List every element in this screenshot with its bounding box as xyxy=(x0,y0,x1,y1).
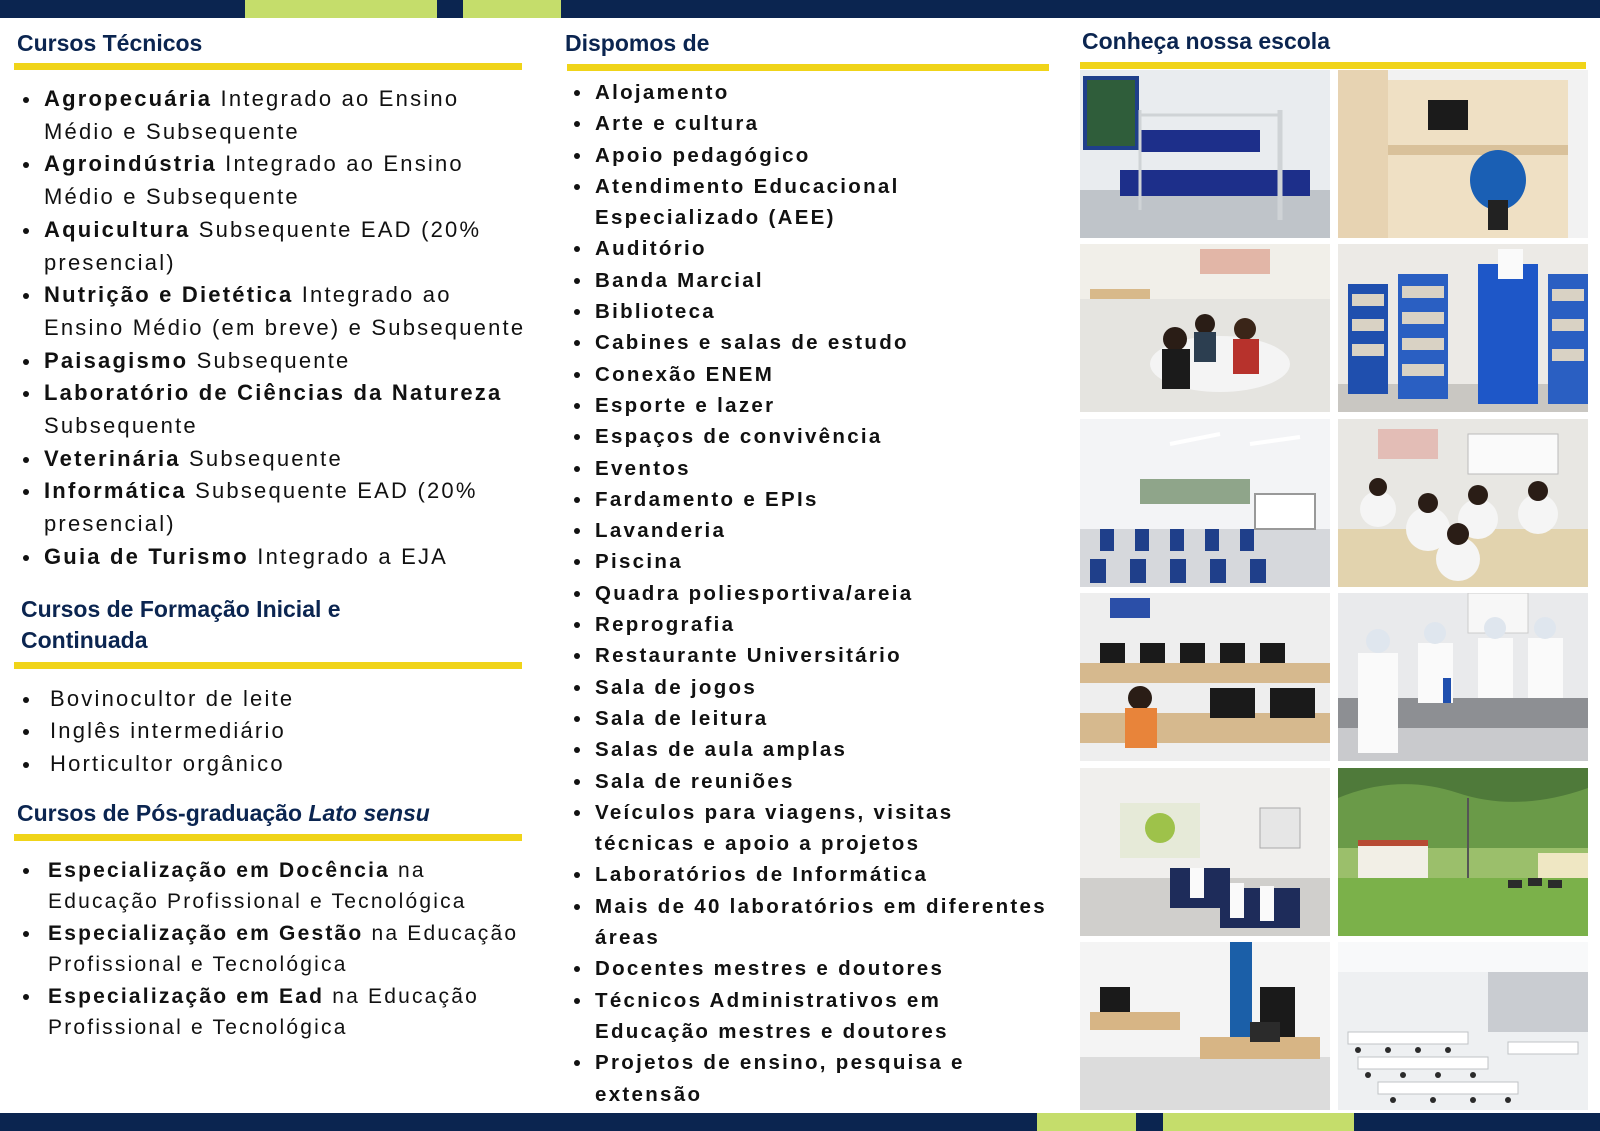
bottom-accent-2 xyxy=(1163,1113,1354,1131)
list-item: Informática Subsequente EAD (20% presencial) xyxy=(14,475,534,540)
postgrad-title-italic: Lato sensu xyxy=(308,799,430,826)
list-item: Laboratórios de Informática xyxy=(565,859,1049,890)
fic-list xyxy=(14,683,534,781)
list-item: Aquicultura Subsequente EAD (20% presencial) xyxy=(14,214,534,279)
list-item: Inglês intermediário xyxy=(14,715,534,748)
list-item: Nutrição e Dietética Integrado ao Ensino Médio (em breve) e Subsequente xyxy=(14,279,534,344)
list-item: Lavanderia xyxy=(565,515,1049,546)
courses-column xyxy=(14,18,534,1044)
list-item: Biblioteca xyxy=(565,296,1049,327)
list-item: Veículos para viagens, visitas técnicas e apoio a projetos xyxy=(565,797,1049,860)
list-item: Veterinária Subsequente xyxy=(14,443,534,476)
dormitory-photo xyxy=(1080,70,1330,238)
event-hall-photo xyxy=(1080,768,1330,936)
office-photo xyxy=(1080,942,1330,1110)
postgrad-title-text: Cursos de Pós-graduação xyxy=(17,799,309,826)
list-item: Atendimento Educacional Especializado (AEE) xyxy=(565,171,1049,234)
list-item: Restaurante Universitário xyxy=(565,640,1049,671)
technical-rule xyxy=(14,63,522,70)
list-item: Espaços de convivência xyxy=(565,421,1049,452)
list-item: Especialização em Gestão na Educação Profissional e Tecnológica xyxy=(14,918,534,981)
technical-list xyxy=(14,83,534,574)
top-accent-2 xyxy=(463,0,561,18)
facilities-column xyxy=(565,18,1049,1110)
dining-hall-photo xyxy=(1338,942,1588,1110)
list-item: Banda Marcial xyxy=(565,265,1049,296)
list-item: Arte e cultura xyxy=(565,108,1049,139)
fic-title-line-2: Continuada xyxy=(21,626,148,653)
list-item: Sala de jogos xyxy=(565,672,1049,703)
list-item: Especialização em Docência na Educação Profissional e Tecnológica xyxy=(14,855,534,918)
computer-lab-photo xyxy=(1080,593,1330,761)
list-item: Alojamento xyxy=(565,77,1049,108)
list-item: Fardamento e EPIs xyxy=(565,484,1049,515)
list-item: Paisagismo Subsequente xyxy=(14,345,534,378)
postgrad-title xyxy=(14,798,534,829)
list-item: Reprografia xyxy=(565,609,1049,640)
list-item: Agropecuária Integrado ao Ensino Médio e Subsequente xyxy=(14,83,534,148)
list-item: Apoio pedagógico xyxy=(565,140,1049,171)
school-title: Conheça nossa escola xyxy=(1082,28,1330,54)
list-item: Bovinocultor de leite xyxy=(14,683,534,716)
list-item: Mais de 40 laboratórios em diferentes áreas xyxy=(565,891,1049,954)
list-item: Conexão ENEM xyxy=(565,359,1049,390)
list-item: Salas de aula amplas xyxy=(565,734,1049,765)
facilities-rule xyxy=(567,64,1049,71)
list-item: Auditório xyxy=(565,233,1049,264)
list-item: Quadra poliesportiva/areia xyxy=(565,578,1049,609)
list-item: Laboratório de Ciências da Natureza Subsequente xyxy=(14,377,534,442)
list-item: Sala de leitura xyxy=(565,703,1049,734)
technical-title: Cursos Técnicos xyxy=(17,30,203,56)
list-item: Esporte e lazer xyxy=(565,390,1049,421)
school-rule xyxy=(1080,62,1586,69)
food-lab-photo xyxy=(1338,593,1588,761)
postgrad-list xyxy=(14,855,534,1044)
list-item: Guia de Turismo Integrado a EJA xyxy=(14,541,534,574)
farm-photo xyxy=(1338,768,1588,936)
photo-grid xyxy=(1080,70,1588,1110)
study-group-photo xyxy=(1080,244,1330,412)
list-item: Projetos de ensino, pesquisa e extensão xyxy=(565,1047,1049,1110)
list-item: Técnicos Administrativos em Educação mestres e doutores xyxy=(565,985,1049,1048)
list-item: Eventos xyxy=(565,453,1049,484)
library-photo xyxy=(1338,244,1588,412)
top-accent-1 xyxy=(245,0,437,18)
list-item: Especialização em Ead na Educação Profissional e Tecnológica xyxy=(14,981,534,1044)
school-column xyxy=(1080,18,1588,1113)
fic-rule xyxy=(14,662,522,669)
list-item: Piscina xyxy=(565,546,1049,577)
top-bar xyxy=(0,0,1600,18)
list-item: Sala de reuniões xyxy=(565,766,1049,797)
study-cabin-photo xyxy=(1338,70,1588,238)
list-item: Horticultor orgânico xyxy=(14,748,534,781)
fic-title xyxy=(14,594,534,656)
students-class-photo xyxy=(1338,419,1588,587)
facilities-title: Dispomos de xyxy=(565,30,710,56)
fic-title-line-1: Cursos de Formação Inicial e xyxy=(21,595,341,622)
bottom-bar xyxy=(0,1113,1600,1131)
bottom-accent-1 xyxy=(1037,1113,1136,1131)
list-item: Agroindústria Integrado ao Ensino Médio e Subsequente xyxy=(14,148,534,213)
list-item: Cabines e salas de estudo xyxy=(565,327,1049,358)
facilities-list xyxy=(565,77,1049,1110)
postgrad-rule xyxy=(14,834,522,841)
classroom-photo xyxy=(1080,419,1330,587)
list-item: Docentes mestres e doutores xyxy=(565,953,1049,984)
